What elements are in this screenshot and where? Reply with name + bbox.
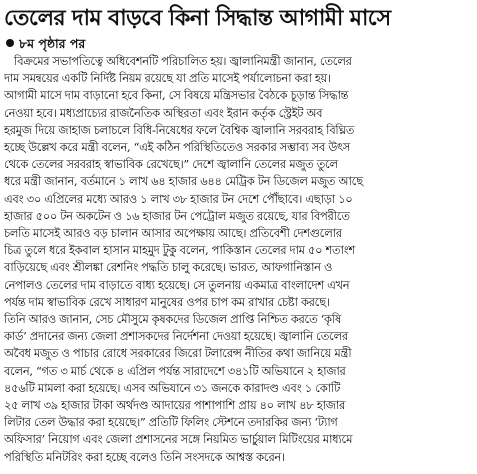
news-article [4, 4, 473, 466]
article-headline: তেলের দাম বাড়বে কিনা সিদ্ধান্ত আগামী মাসে [4, 6, 391, 31]
body-line: হচ্ছে উল্লেখ করে মন্ত্রী বলেন, “এই কঠিন পরিস্থিতিতেও সরকার সম্ভাব্য সব উৎস [4, 140, 351, 155]
body-line: তিনি আরও জানান, সেচ মৌসুমে কৃষকদের ডিজেল প্রাপ্তি নিশ্চিত করতে ‘কৃষি [4, 312, 342, 327]
body-line: অফিসার’ নিয়োগ এবং জেলা প্রশাসনের সঙ্গে নিয়মিত ভার্চুয়াল মিটিংয়ের মাধ্যমে [4, 432, 353, 447]
body-line: পরিস্থিতি মনিটরিং করা হচ্ছে বলেও তিনি সংসদকে আশ্বস্ত করেন। [4, 449, 285, 464]
bullet-icon [6, 39, 14, 47]
body-line: দাম সমন্বয়ের একটি নির্দিষ্ট নিয়ম রয়েছে যা প্রতি মাসেই পর্যালোচনা করা হয়। [4, 71, 331, 86]
body-line: ধরে মন্ত্রী জানান, বর্তমানে ১ লাখ ৬৪ হাজার ৬৪৪ মেট্রিক টন ডিজেল মজুত আছে [4, 174, 363, 189]
body-line: লিটার তেল উদ্ধার করা হয়েছে।” প্রতিটি ফিলিং স্টেশনে তদারকির জন্য ‘ট্যাগ [4, 415, 338, 430]
article-body [4, 53, 473, 466]
body-line: হাজার ৫০০ টন অকটেন ও ১৬ হাজার টন পেট্রোল মজুত রয়েছে, যার বিপরীতে [4, 208, 350, 223]
body-line: চলতি মাসেই আরও বড় চালান আসার অপেক্ষায় আছে। প্রতিবেশী দেশগুলোর [4, 226, 342, 241]
body-line: ৪৫৬টি মামলা করা হয়েছে। এসব অভিযানে ৩১ জনকে কারাদণ্ড এবং ১ কোটি [4, 380, 341, 395]
body-line: চিত্র তুলে ধরে ইকবাল হাসান মাহমুদ টুকু বলেন, পাকিস্তান তেলের দাম ৫০ শতাংশ [4, 243, 355, 258]
body-line: নেওয়া হবে। মধ্যপ্রাচ্যের রাজনৈতিক অস্থিরতা এবং ইরান কর্তৃক স্ট্রেইট অব [4, 105, 323, 120]
body-line: অবৈধ মজুত ও পাচার রোধে সরকারের জিরো টলারেন্স নীতির কথা জানিয়ে মন্ত্রী [4, 346, 352, 361]
body-line: পর্যন্ত দাম স্বাভাবিক রেখে সাধারণ মানুষের ওপর চাপ কম রাখার চেষ্টা করছে। [4, 294, 330, 309]
body-line: আগামী মাসে দাম বাড়ানো হবে কিনা, সে বিষয়ে মন্ত্রিসভার বৈঠকে চূড়ান্ত সিদ্ধান্ত [4, 88, 349, 103]
body-line: ২৫ লাখ ৩৯ হাজার টাকা অর্থদণ্ড আদায়ের পাশাপাশি প্রায় ৪০ লাখ ৪৮ হাজার [4, 398, 345, 413]
continued-from-label [6, 34, 473, 53]
body-line: এবং ৩০ এপ্রিলের মধ্যে আরও ১ লাখ ৩৮ হাজার টন দেশে পৌঁছাবে। এছাড়া ১০ [4, 191, 353, 206]
body-line: বলেন, “গত ৩ মার্চ থেকে ৪ এপ্রিল পর্যন্ত সারাদেশে ৩৪১টি অভিযানে ২ হাজার [4, 363, 346, 378]
body-line: থেকে তেলের সরবরাহ স্বাভাবিক রেখেছে।” দেশে জ্বালানি তেলের মজুত তুলে [4, 157, 338, 172]
body-line: কার্ড’ প্রদানের জন্য জেলা প্রশাসকদের নির্দেশনা দেওয়া হয়েছে। জ্বালানি তেলের [4, 329, 348, 344]
continued-from-text: ৮ম পৃষ্ঠার পর [19, 36, 86, 51]
body-line: হরমুজ দিয়ে জাহাজ চলাচলে বিধি-নিষেধের ফলে বৈশ্বিক জ্বালানি সরবরাহ বিঘ্নিত [4, 122, 355, 137]
body-line: বিক্রমের সভাপতিত্বে অধিবেশনটি পরিচালিত হয়। জ্বালানিমন্ত্রী জানান, তেলের [14, 54, 352, 68]
body-line: বাড়িয়েছে এবং শ্রীলঙ্কা রেশনিং পদ্ধতি চালু করেছে। ভারত, আফগানিস্তান ও [4, 260, 333, 275]
body-line: নেপালও তেলের দাম বাড়াতে বাধ্য হয়েছে। সে তুলনায় একমাত্র বাংলাদেশ এখন [4, 277, 350, 292]
